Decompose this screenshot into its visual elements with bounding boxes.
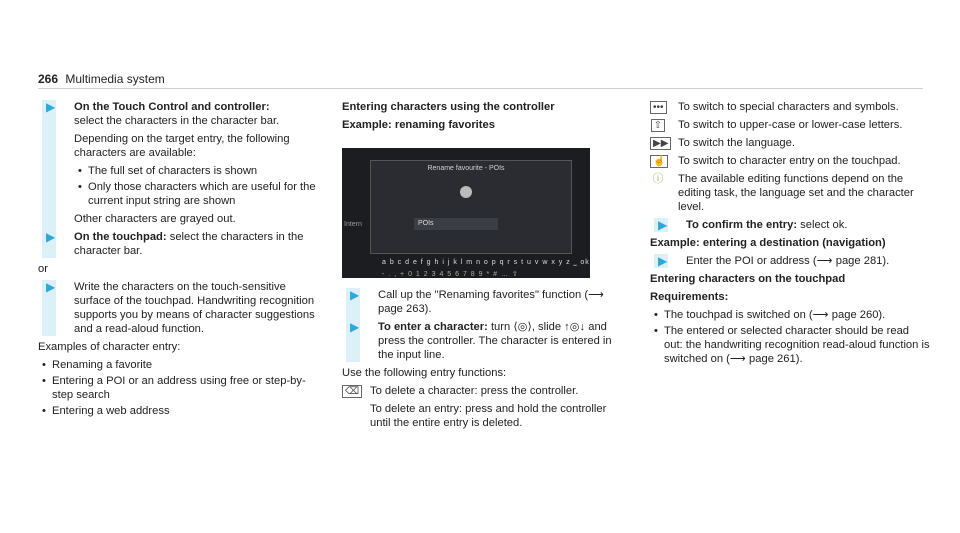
page-number: 266	[38, 72, 59, 86]
step-arrow-icon: ▶	[658, 254, 668, 268]
delete-icon: ⌫	[342, 384, 358, 398]
step-bar-2	[42, 280, 323, 336]
step-arrow-icon: ▶	[350, 288, 360, 302]
section-heading: Entering characters using the controller	[342, 101, 555, 113]
language-icon: ▶▶	[650, 136, 666, 150]
function-touchpad: ☝ To switch to character entry on the touchpad.	[650, 154, 930, 168]
note-icon: ⓘ	[652, 173, 664, 185]
step-arrow-icon: ▶	[350, 320, 360, 334]
page-header	[38, 72, 165, 86]
step-bar	[42, 100, 323, 258]
step-enter-character: ▶ To enter a character: turn ⟨◎⟩, slide ↑◎↓ and press the controller. The character is entered in the input line.	[350, 320, 612, 361]
input-line: POIs	[414, 218, 498, 230]
examples-list: • Renaming a favorite • Entering a POI or an address using free or step-by-step search • Entering a web address	[38, 358, 323, 418]
screenshot-rename-favorite	[342, 148, 590, 278]
step-confirm: ▶ To confirm the entry: select ok.	[658, 218, 848, 232]
touchpad-icon: ☝	[650, 154, 666, 168]
requirements-label: Requirements:	[650, 291, 729, 303]
touchpad-heading: Entering characters on the touchpad	[650, 273, 846, 285]
step-touch-control: ▶ On the Touch Control and controller: select the characters in the character bar. Depending on the target entry, the following characters are available: • The full set of characters is shown • Only those characters which are useful for the current input string are shown Other characters are grayed out.	[64, 100, 323, 226]
example-heading-2: Example: entering a destination (navigation)	[650, 237, 886, 249]
more-icon: •••	[650, 100, 666, 114]
available-characters-list: • The full set of characters is shown • Only those characters which are useful for the current input string are shown	[74, 164, 323, 208]
step-arrow-icon: ▶	[46, 230, 56, 244]
example-heading: Example: renaming favorites	[342, 119, 495, 131]
requirements-list: • The touchpad is switched on (⟶ page 260). • The entered or selected character should be read out: the handwriting recognition read-aloud function is switched on (⟶ page 261).	[650, 308, 930, 366]
step-arrow-icon: ▶	[658, 218, 668, 232]
function-case: ⇧ To switch to upper-case or lower-case letters.	[650, 118, 930, 132]
column-left	[38, 100, 323, 422]
step-arrow-icon: ▶	[46, 280, 56, 294]
functions-label: Use the following entry functions:	[342, 367, 507, 379]
step-arrow-icon: ▶	[46, 100, 56, 114]
shift-icon: ⇧	[650, 118, 666, 132]
step-handwriting: ▶ Write the characters on the touch-sensitive surface of the touchpad. Handwriting recognition supports you by means of character suggestions and a read-aloud function.	[46, 280, 315, 335]
step-call-up: ▶ Call up the "Renaming favorites" function (⟶ page 263).	[350, 288, 605, 315]
header-divider	[38, 88, 923, 89]
column-middle-lower	[342, 288, 627, 434]
or-label: or	[38, 263, 48, 275]
character-bar-numbers: - . , + 0 1 2 3 4 5 6 7 8 9 * # … ⇧	[382, 271, 519, 278]
function-language: ▶▶ To switch the language.	[650, 136, 930, 150]
page-section-title: Multimedia system	[65, 72, 165, 86]
note: ⓘ The available editing functions depend on the editing task, the language set and the character level.	[650, 172, 930, 214]
step-bar-3	[346, 288, 627, 362]
delete-function: ⌫ To delete a character: press the controller. To delete an entry: press and hold the controller until the entire entry is deleted.	[342, 384, 627, 430]
dialog-title: Rename favourite - POIs	[427, 165, 505, 172]
column-right	[650, 100, 930, 370]
examples-label: Examples of character entry:	[38, 341, 181, 353]
side-label: Intern	[344, 221, 362, 228]
character-bar-letters: a b c d e f g h i j k l m n o p q r s t u v w x y z ⎵ ok	[382, 259, 590, 266]
function-special-characters: ••• To switch to special characters and symbols.	[650, 100, 930, 114]
step-enter-poi: ▶ Enter the POI or address (⟶ page 281).	[658, 254, 890, 268]
controller-knob-icon	[460, 186, 472, 198]
step-bar-5	[654, 254, 930, 268]
column-middle	[342, 100, 627, 136]
step-bar-4	[654, 218, 930, 232]
step-touchpad: ▶ On the touchpad: select the characters in the character bar.	[46, 230, 304, 257]
